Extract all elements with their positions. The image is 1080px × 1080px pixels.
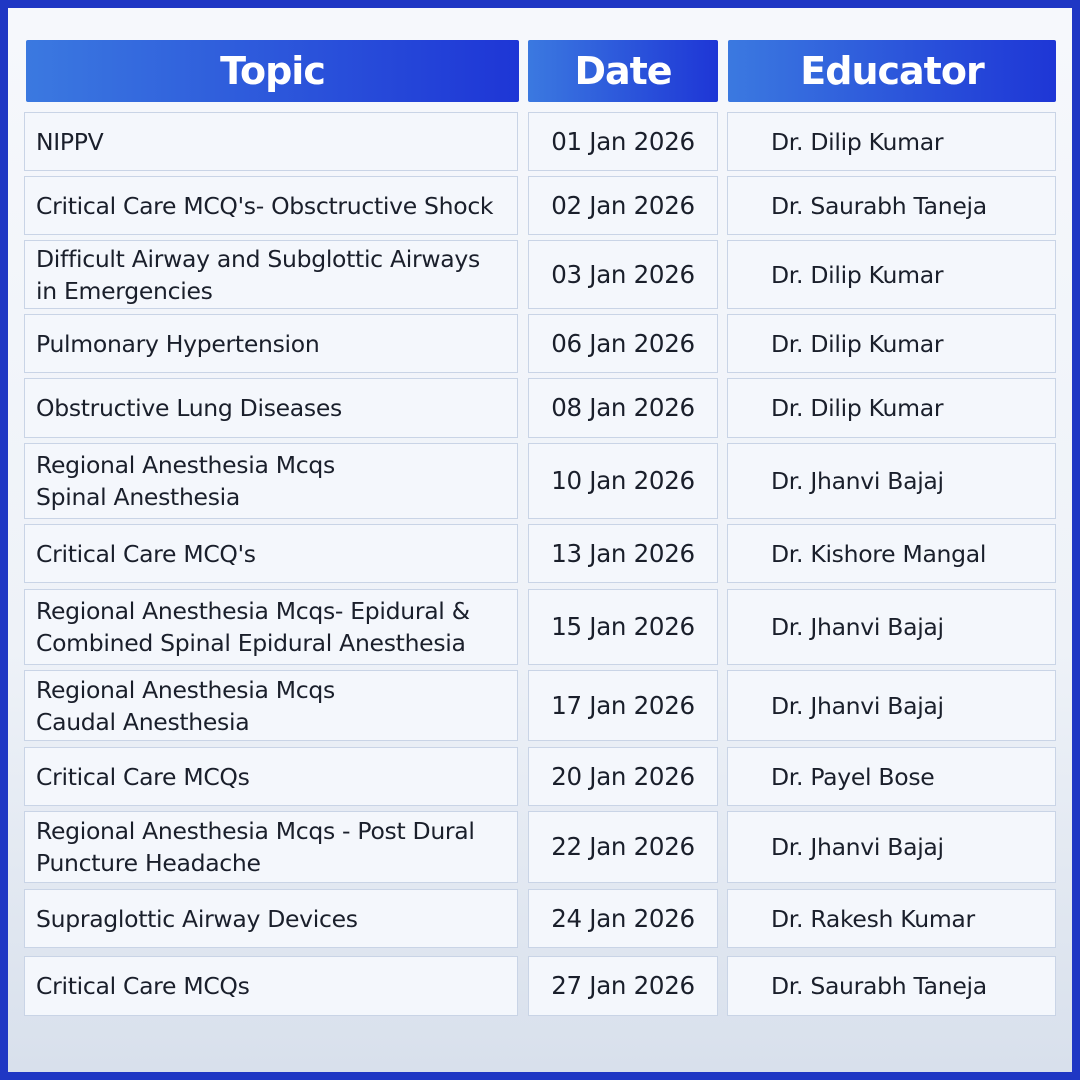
row-1-educator: Dr. Dilip Kumar	[727, 112, 1056, 171]
row-13-topic: Critical Care MCQs	[24, 956, 518, 1016]
row-10-educator: Dr. Payel Bose	[727, 747, 1056, 806]
row-11-educator: Dr. Jhanvi Bajaj	[727, 811, 1056, 883]
row-7-date: 13 Jan 2026	[528, 524, 718, 583]
row-12-topic: Supraglottic Airway Devices	[24, 889, 518, 948]
row-9-educator: Dr. Jhanvi Bajaj	[727, 670, 1056, 741]
row-1-topic: NIPPV	[24, 112, 518, 171]
row-6-topic: Regional Anesthesia Mcqs Spinal Anesthesia	[24, 443, 518, 519]
row-4-educator: Dr. Dilip Kumar	[727, 314, 1056, 373]
educator-column-header: Educator	[728, 40, 1056, 102]
row-3-date: 03 Jan 2026	[528, 240, 718, 309]
row-11-date: 22 Jan 2026	[528, 811, 718, 883]
row-7-topic: Critical Care MCQ's	[24, 524, 518, 583]
row-7-educator: Dr. Kishore Mangal	[727, 524, 1056, 583]
row-5-topic: Obstructive Lung Diseases	[24, 378, 518, 438]
row-8-topic: Regional Anesthesia Mcqs- Epidural & Combined Spinal Epidural Anesthesia	[24, 589, 518, 665]
row-9-topic: Regional Anesthesia Mcqs Caudal Anesthesia	[24, 670, 518, 741]
row-11-topic: Regional Anesthesia Mcqs - Post Dural Puncture Headache	[24, 811, 518, 883]
row-12-date: 24 Jan 2026	[528, 889, 718, 948]
row-12-educator: Dr. Rakesh Kumar	[727, 889, 1056, 948]
row-8-educator: Dr. Jhanvi Bajaj	[727, 589, 1056, 665]
row-9-date: 17 Jan 2026	[528, 670, 718, 741]
row-2-educator: Dr. Saurabh Taneja	[727, 176, 1056, 235]
row-4-topic: Pulmonary Hypertension	[24, 314, 518, 373]
row-2-date: 02 Jan 2026	[528, 176, 718, 235]
row-13-educator: Dr. Saurabh Taneja	[727, 956, 1056, 1016]
row-10-topic: Critical Care MCQs	[24, 747, 518, 806]
row-2-topic: Critical Care MCQ's- Obsctructive Shock	[24, 176, 518, 235]
row-10-date: 20 Jan 2026	[528, 747, 718, 806]
row-3-topic: Difficult Airway and Subglottic Airways in Emergencies	[24, 240, 518, 309]
row-5-educator: Dr. Dilip Kumar	[727, 378, 1056, 438]
row-1-date: 01 Jan 2026	[528, 112, 718, 171]
row-5-date: 08 Jan 2026	[528, 378, 718, 438]
topic-column-header: Topic	[26, 40, 519, 102]
row-13-date: 27 Jan 2026	[528, 956, 718, 1016]
row-3-educator: Dr. Dilip Kumar	[727, 240, 1056, 309]
row-8-date: 15 Jan 2026	[528, 589, 718, 665]
row-6-date: 10 Jan 2026	[528, 443, 718, 519]
date-column-header: Date	[528, 40, 718, 102]
row-4-date: 06 Jan 2026	[528, 314, 718, 373]
row-6-educator: Dr. Jhanvi Bajaj	[727, 443, 1056, 519]
